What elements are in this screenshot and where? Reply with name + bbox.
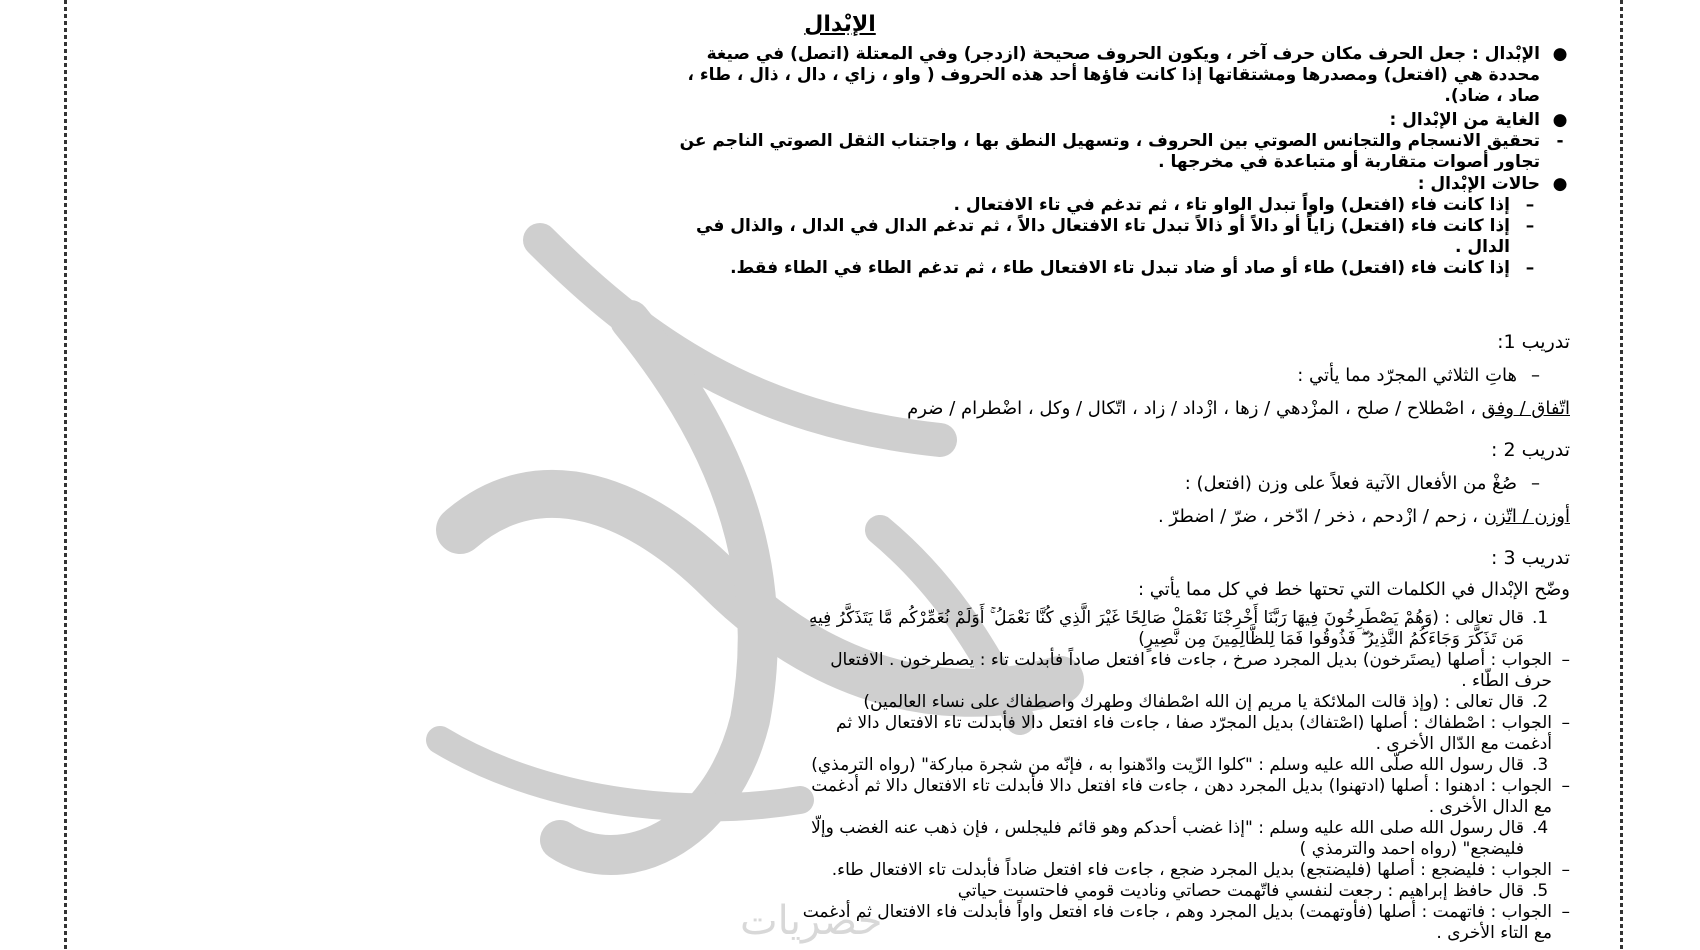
exercise-answer: حرف الطّاء . (1461, 671, 1552, 691)
training-1-instruction: هاتِ الثلاثي المجرّد مما يأتي : (1297, 365, 1517, 386)
exercise-item: 1. قال تعالى : (وَهُمْ يَصْطَرِخُونَ فِيهَا رَبَّنَا أَخْرِجْنَا نَعْمَلْ صَالِحًا غَيْرَ الَّذِي كُنَّا نَعْمَلُ ۚ أَوَلَمْ نُعَمِّرْكُم مَّا يَتَذَكَّرُ فِيهِ مَن تَذَكَّرَ وَجَاءَكُمُ النَّذِيرُ ۖ فَذُوقُوا فَمَا لِلظَّالِمِينَ مِن نَّصِيرٍ) – الجواب : أصلها (يصتَرخون) بديل المجرد صرخ ، جاءت فاء افتعل صاداً فأبدلت تاء : يصطرخون . الافتعال حرف الطّاء . (808, 608, 1570, 691)
word-item: ضرّ / اضطرّ . (1157, 506, 1258, 527)
training-2-words: أوزن / اتّزن ، زحم / ازْدحم ، ذخر / ادّخر ، ضرّ / اضطرّ . (1157, 506, 1570, 527)
word-item: أوزن / اتّزن (1483, 506, 1570, 527)
purpose-section: ● الغاية من الإبْدال : - تحقيق الانسجام والتجانس الصوتي بين الحروف ، وتسهيل النطق بها ، واجتناب الثقل الصوتي الناجم عن تجاور أصوات متقاربة أو متباعدة في مخرجها . (170, 110, 1570, 173)
exercise-answer: الجواب : فاتهمت : أصلها (فأوتهمت) بديل المجرد وهم ، جاءت فاء افتعل واواً فأبدلت فاء الافتعال ثم أدغمت (802, 902, 1552, 922)
bullet-icon: ● (1552, 44, 1568, 64)
exercise-answer: الجواب : ادهنوا : أصلها (ادتهنوا) بديل المجرد دهن ، جاءت فاء افتعل دالا فأبدلت تاء الافتعال دالا ثم أدغمت (811, 776, 1552, 796)
cases-section: ● حالات الإبْدال : – إذا كانت فاء (افتعل) واواً تبدل الواو تاء ، ثم تدغم في تاء الافتعال . – إذا كانت فاء (افتعل) زاياً أو دالاً أو ذالاً تبدل تاء الافتعال دالاً ، ثم تدغم الدال في الدال ، والذال في الدال . – إذا كانت فاء (افتعل) طاء أو صاد أو ضاد تبدل تاء الافتعال طاء ، ثم تدغم الطاء في الطاء فقط. (170, 174, 1570, 279)
exercise-answer: الجواب : اصْطفاك : أصلها (اصْتفاك) بديل المجرّد صفا ، جاءت فاء افتعل دالا فأبدلت تاء الافتعال دالا ثم (836, 713, 1552, 733)
training-2-heading: تدريب 2 : (1491, 439, 1570, 461)
exercise-question: فليضجع" (رواه احمد والترمذي ) (1299, 839, 1524, 859)
exercise-question: قال تعالى : (وإذ قالت الملائكة يا مريم إن الله اصْطفاك وطهرك واصطفاك على نساء العالمين) (863, 692, 1524, 712)
training-1-heading: تدريب 1: (1497, 331, 1570, 353)
case-item: إذا كانت فاء (افتعل) واواً تبدل الواو تاء ، ثم تدغم في تاء الافتعال . (953, 195, 1510, 215)
exercise-item: 4. قال رسول الله صلى الله عليه وسلم : "إذا غضب أحدكم وهو قائم فليجلس ، فإن ذهب عنه الغضب وإلّا فليضجع" (رواه احمد والترمذي ) – الجواب : فليضجع : أصلها (فليضتجع) بديل المجرد ضجع ، جاءت فاء افتعل ضاداً فأبدلت تاء الافتعال طاء. (811, 818, 1570, 880)
training-2-instruction: صُغْ من الأفعال الآتية فعلاً على وزن (افتعل) : (1184, 473, 1517, 494)
exercise-answer: الجواب : أصلها (يصتَرخون) بديل المجرد صرخ ، جاءت فاء افتعل صاداً فأبدلت تاء : يصطرخون . الافتعال (830, 650, 1552, 670)
cases-heading: حالات الإبْدال : (1417, 174, 1540, 194)
exercise-question: قال رسول الله صلّى الله عليه وسلم : "كلوا الزّيت وادّهنوا به ، فإنّه من شجرة مباركة" (رواه الترمذي) (811, 755, 1524, 775)
page-title: الإبْدال (804, 12, 876, 37)
bullet-icon: ● (1552, 174, 1568, 194)
word-item: اتّفاق / وفق (1481, 398, 1570, 419)
training-2: تدريب 2 : – صُغْ من الأفعال الآتية فعلاً على وزن (افتعل) : أوزن / اتّزن ، زحم / ازْدحم ، ذخر / ادّخر ، ضرّ / اضطرّ . (170, 440, 1570, 527)
definition-line: محددة هي (افتعل) ومصدرها ومشتقاتها إذا كانت فاؤها أحد هذه الحروف ( واو ، زاي ، دال ، ذال ، طاء ، (687, 65, 1540, 85)
word-item: زحم / ازْدحم (1372, 506, 1467, 527)
word-item: المزْدهي / زها (1234, 398, 1340, 419)
exercise-item: 3. قال رسول الله صلّى الله عليه وسلم : "كلوا الزّيت وادّهنوا به ، فإنّه من شجرة مباركة" (رواه الترمذي) – الجواب : ادهنوا : أصلها (ادتهنوا) بديل المجرد دهن ، جاءت فاء افتعل دالا فأبدلت تاء الافتعال دالا ثم أدغمت مع الدال الأخرى . (811, 755, 1570, 817)
purpose-line: تجاور أصوات متقاربة أو متباعدة في مخرجها . (1158, 152, 1540, 172)
word-item: ازْداد / زاد (1143, 398, 1218, 419)
exercise-question: مَن تَذَكَّرَ وَجَاءَكُمُ النَّذِيرُ ۖ فَذُوقُوا فَمَا لِلظَّالِمِينَ مِن نَّصِيرٍ) (1138, 629, 1524, 649)
training-1: تدريب 1: – هاتِ الثلاثي المجرّد مما يأتي : اتّفاق / وفق ، اصْطلاح / صلح ، المزْدهي / زها ، ازْداد / زاد ، اتّكال / وكل ، اضْطرام / ضرم (170, 332, 1570, 419)
exercise-answer: مع الدال الأخرى . (1428, 797, 1552, 817)
case-item: الدال . (1455, 237, 1510, 257)
exercise-question: قال رسول الله صلى الله عليه وسلم : "إذا غضب أحدكم وهو قائم فليجلس ، فإن ذهب عنه الغضب وإلّا (811, 818, 1524, 838)
exercise-question: قال تعالى : (وَهُمْ يَصْطَرِخُونَ فِيهَا رَبَّنَا أَخْرِجْنَا نَعْمَلْ صَالِحًا غَيْرَ الَّذِي كُنَّا نَعْمَلُ ۚ أَوَلَمْ نُعَمِّرْكُم مَّا يَتَذَكَّرُ فِيهِ (808, 608, 1524, 628)
exercise-list (170, 608, 1570, 944)
exercise-answer: الجواب : فليضجع : أصلها (فليضتجع) بديل المجرد ضجع ، جاءت فاء افتعل ضاداً فأبدلت تاء الافتعال طاء. (831, 860, 1552, 880)
definition-line: صاد ، ضاد). (1444, 86, 1540, 106)
definition-line: الإبْدال : جعل الحرف مكان حرف آخر ، ويكون الحروف صحيحة (ازدجر) وفي المعتلة (اتصل) في صيغة (706, 44, 1540, 64)
document-page (110, 0, 1570, 950)
exercise-question: قال حافظ إبراهيم : رجعت لنفسي فاتّهمت حصاتي وناديت قومي فاحتسبت حياتي (957, 881, 1524, 901)
exercise-answer: أدغمت مع الدّال الأخرى . (1375, 734, 1552, 754)
footer-watermark-text: حصريات (740, 898, 883, 944)
word-item: اصْطلاح / صلح (1356, 398, 1465, 419)
bullet-icon: ● (1552, 110, 1568, 130)
left-page-border (64, 0, 67, 950)
exercise-answer: مع التاء الأخرى . (1436, 923, 1552, 943)
training-3-instruction: وضّح الإبْدال في الكلمات التي تحتها خط في كل مما يأتي : (1137, 579, 1570, 600)
word-item: اتّكال / وكل (1039, 398, 1127, 419)
word-item: اضْطرام / ضرم (907, 398, 1023, 419)
case-item: إذا كانت فاء (افتعل) زاياً أو دالاً أو ذالاً تبدل تاء الافتعال دالاً ، ثم تدغم الدال في الدال ، والذال في (696, 216, 1510, 236)
purpose-heading: الغاية من الإبْدال : (1389, 110, 1540, 130)
exercise-item: 2. قال تعالى : (وإذ قالت الملائكة يا مريم إن الله اصْطفاك وطهرك واصطفاك على نساء العالمين) – الجواب : اصْطفاك : أصلها (اصْتفاك) بديل المجرّد صفا ، جاءت فاء افتعل دالا فأبدلت تاء الافتعال دالا ثم أدغمت مع الدّال الأخرى . (836, 692, 1570, 754)
case-item: إذا كانت فاء (افتعل) طاء أو صاد أو ضاد تبدل تاء الافتعال طاء ، ثم تدغم الطاء في الطاء فقط. (730, 258, 1510, 278)
training-1-words: اتّفاق / وفق ، اصْطلاح / صلح ، المزْدهي / زها ، ازْداد / زاد ، اتّكال / وكل ، اضْطرام / ضرم (907, 398, 1570, 419)
training-3 (170, 548, 1570, 944)
right-page-border (1620, 0, 1623, 950)
purpose-line: تحقيق الانسجام والتجانس الصوتي بين الحروف ، وتسهيل النطق بها ، واجتناب الثقل الصوتي الناجم عن (679, 131, 1540, 151)
training-3-heading: تدريب 3 : (1491, 547, 1570, 569)
exercise-item: 5. قال حافظ إبراهيم : رجعت لنفسي فاتّهمت حصاتي وناديت قومي فاحتسبت حياتي – الجواب : فاتهمت : أصلها (فأوتهمت) بديل المجرد وهم ، جاءت فاء افتعل واواً فأبدلت فاء الافتعال ثم أدغمت مع التاء الأخرى . (802, 881, 1570, 943)
word-item: ذخر / ادّخر (1274, 506, 1356, 527)
definition-section (170, 44, 1570, 107)
